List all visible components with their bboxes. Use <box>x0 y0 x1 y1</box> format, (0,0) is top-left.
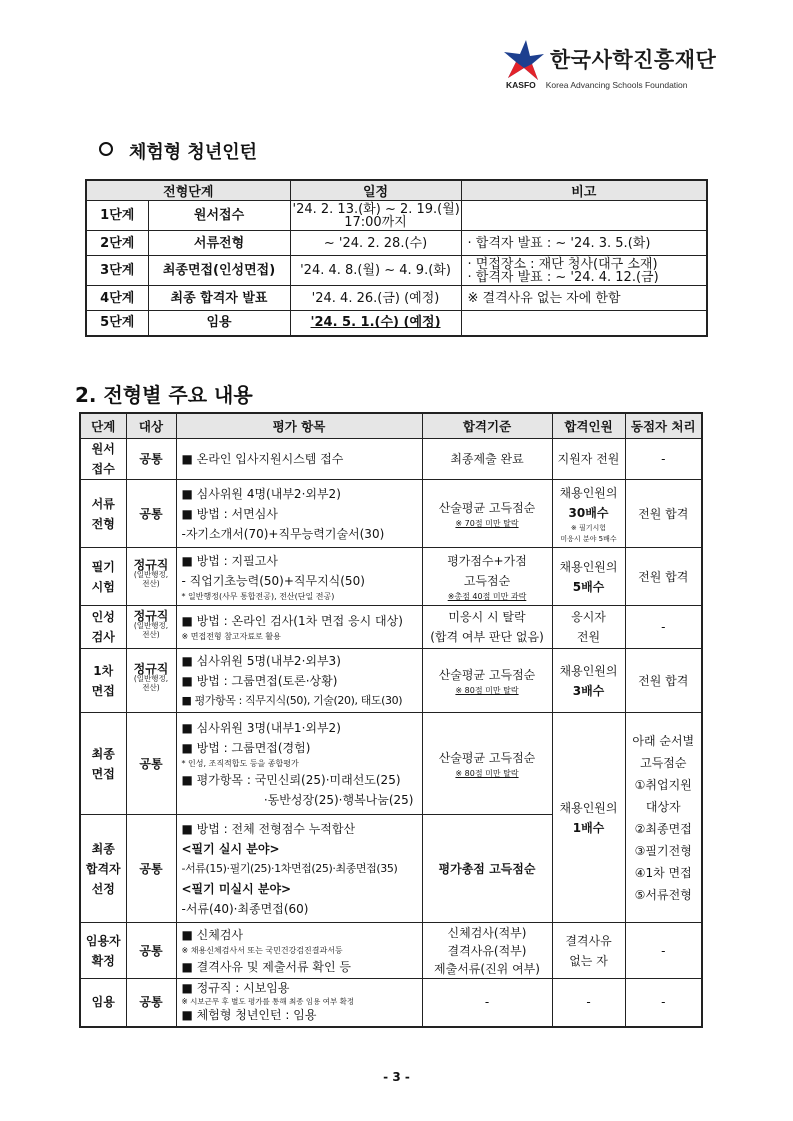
item-note: * 일반행정(사무 통합전공), 전산(단일 전공) <box>181 591 335 601</box>
step-label: 5단계 <box>86 311 148 336</box>
criteria-line: 미응시 시 탈락 <box>448 610 526 624</box>
stage-line: 원서 <box>91 442 115 456</box>
item-line: ·동반성장(25)·행복나눔(25) <box>263 792 414 807</box>
target-cell: 공통 <box>126 815 176 923</box>
step-label: 4단계 <box>86 286 148 311</box>
item-line: ■ 신체검사 <box>181 927 244 942</box>
table-row <box>80 548 702 606</box>
step-note <box>461 311 707 336</box>
target-cell: 공통 <box>126 439 176 480</box>
step-schedule <box>290 201 461 231</box>
target-cell <box>126 548 176 606</box>
schedule-table <box>85 179 708 337</box>
circle-bullet-icon <box>99 142 113 156</box>
brand-tagline <box>506 80 688 90</box>
star-logo-icon <box>502 38 546 82</box>
items-cell <box>176 439 422 480</box>
stage-cell <box>80 480 126 548</box>
count-cell <box>552 480 625 548</box>
table-row <box>80 606 702 649</box>
target-sub: 전산) <box>142 579 160 588</box>
criteria-cell <box>422 713 552 815</box>
stage-line: 선정 <box>91 881 115 896</box>
evaluation-table <box>79 412 703 1028</box>
section1-heading <box>99 138 257 164</box>
item-note: * 인성, 조직적합도 등을 종합평가 <box>181 758 299 768</box>
target-cell <box>126 606 176 649</box>
count-line: 채용인원의 <box>559 800 618 815</box>
stage-line: 최종 <box>91 841 115 856</box>
target-cell: 공통 <box>126 480 176 548</box>
item-line: ■ 온라인 입사지원시스템 접수 <box>181 452 344 466</box>
item-note: ※ 채용신체검사서 또는 국민건강검진결과서등 <box>181 945 343 955</box>
item-line: ■ 심사위원 3명(내부1·외부2) <box>181 720 341 735</box>
target-cell: 공통 <box>126 979 176 1027</box>
note-line: · 면접장소 : 재단 청사(대구 소재) <box>467 256 658 272</box>
note-line: · 합격자 발표 : ~ '24. 4. 12.(금) <box>467 269 659 285</box>
tie-line: 아래 순서별 <box>632 733 695 748</box>
step-schedule: '24. 5. 1.(수) (예정) <box>290 311 461 336</box>
tie-line: 고득점순 <box>640 755 687 770</box>
criteria-cell: - <box>422 979 552 1027</box>
stage-cell <box>80 815 126 923</box>
stage-cell <box>80 923 126 979</box>
stage-line: 검사 <box>91 630 115 644</box>
table-row <box>80 923 702 979</box>
count-line: 없는 자 <box>569 953 608 968</box>
step-name: 최종면접(인성면접) <box>148 256 290 286</box>
count-line: 채용인원의 <box>559 663 618 678</box>
count-cell <box>552 923 625 979</box>
tie-line: 대상자 <box>645 799 681 814</box>
criteria-line: 산술평균 고득점순 <box>438 500 536 515</box>
table-row <box>80 713 702 815</box>
stage-line: 필기 <box>91 559 115 574</box>
tie-cell-merged <box>625 713 702 923</box>
count-line: 응시자 <box>571 610 606 624</box>
stage-line: 접수 <box>91 462 115 476</box>
schedule-row <box>86 286 707 311</box>
step-label: 3단계 <box>86 256 148 286</box>
target-sub: (일반행정, <box>133 570 169 579</box>
criteria-line: 결격사유(적부) <box>447 943 527 958</box>
criteria-cell <box>422 480 552 548</box>
table-row <box>80 979 702 1027</box>
target-main: 정규직 <box>133 662 169 676</box>
step-name: 원서접수 <box>148 201 290 231</box>
header-target: 대상 <box>126 413 176 439</box>
stage-line: 합격자 <box>85 861 121 876</box>
schedule-row <box>86 201 707 231</box>
brand-name-en: Korea Advancing Schools Foundation <box>545 80 688 90</box>
stage-line: 면접 <box>91 683 115 698</box>
criteria-line: 평가점수+가점 <box>447 553 527 568</box>
item-line: ■ 평가항목 : 직무지식(50), 기술(20), 태도(30) <box>181 693 403 707</box>
item-line: -서류(15)·필기(25)·1차면접(25)·최종면접(35) <box>181 861 398 875</box>
count-line: 채용인원의 <box>559 559 618 574</box>
item-line: ■ 방법 : 그룹면접(토론·상황) <box>181 673 338 688</box>
step-name: 임용 <box>148 311 290 336</box>
step-schedule: ~ '24. 2. 28.(수) <box>290 231 461 256</box>
tie-cell: - <box>625 439 702 480</box>
target-cell: 공통 <box>126 713 176 815</box>
step-schedule: '24. 4. 26.(금) (예정) <box>290 286 461 311</box>
tie-line: ④1차 면접 <box>634 865 692 880</box>
item-line: -서류(40)·최종면접(60) <box>181 901 309 916</box>
section1-title: 체험형 청년인턴 <box>129 142 257 163</box>
stage-line: 최종 <box>91 746 115 761</box>
tie-cell: 전원 합격 <box>625 649 702 713</box>
schedule-row <box>86 231 707 256</box>
step-name: 최종 합격자 발표 <box>148 286 290 311</box>
stage-cell <box>80 649 126 713</box>
criteria-note: ※총점 40점 미만 과락 <box>447 591 527 601</box>
items-cell <box>176 480 422 548</box>
item-line: ■ 심사위원 4명(내부2·외부2) <box>181 486 341 501</box>
item-line: - 직업기초능력(50)+직무지식(50) <box>181 573 365 588</box>
target-sub: (일반행정, <box>133 674 169 683</box>
header-criteria: 합격기준 <box>422 413 552 439</box>
stage-cell <box>80 548 126 606</box>
tie-cell: 전원 합격 <box>625 548 702 606</box>
tie-cell: - <box>625 979 702 1027</box>
tie-line: ②최종면접 <box>634 821 692 836</box>
target-cell <box>126 649 176 713</box>
criteria-line: 제출서류(진위 여부) <box>434 961 540 976</box>
count-line: 3배수 <box>572 683 605 698</box>
items-cell <box>176 815 422 923</box>
item-line: ■ 정규직 : 시보임용 <box>181 981 290 996</box>
header-count: 합격인원 <box>552 413 625 439</box>
count-cell: - <box>552 979 625 1027</box>
items-cell <box>176 923 422 979</box>
item-line: <필기 미실시 분야> <box>181 881 292 896</box>
tie-cell: - <box>625 606 702 649</box>
count-cell: 지원자 전원 <box>552 439 625 480</box>
item-note: ※ 면접전형 참고자료로 활용 <box>181 632 281 641</box>
count-cell <box>552 606 625 649</box>
count-cell <box>552 649 625 713</box>
criteria-note: ※ 80점 미만 탈락 <box>455 768 519 778</box>
step-name: 서류전형 <box>148 231 290 256</box>
criteria-line: 신체검사(적부) <box>447 925 527 940</box>
criteria-line: 산술평균 고득점순 <box>438 667 536 682</box>
count-line: 30배수 <box>568 505 609 520</box>
stage-line: 면접 <box>91 766 115 781</box>
stage-cell <box>80 439 126 480</box>
criteria-cell <box>422 606 552 649</box>
tie-cell: 전원 합격 <box>625 480 702 548</box>
brand-name: 한국사학진흥재단 <box>550 48 717 72</box>
step-schedule: '24. 4. 8.(월) ~ 4. 9.(화) <box>290 256 461 286</box>
stage-cell: 임용 <box>80 979 126 1027</box>
tie-line: ⑤서류전형 <box>634 887 692 902</box>
tie-line: ①취업지원 <box>634 777 692 792</box>
stage-line: 시험 <box>91 579 115 594</box>
stage-line: 임용자 <box>85 933 121 948</box>
header-items: 평가 항목 <box>176 413 422 439</box>
count-note: 미응시 분야 5배수 <box>560 534 617 543</box>
table-row <box>80 480 702 548</box>
criteria-note: ※ 80점 미만 탈락 <box>455 685 519 695</box>
item-line: ■ 방법 : 전체 전형점수 누적합산 <box>181 821 356 836</box>
items-cell <box>176 606 422 649</box>
header-schedule: 일정 <box>290 180 461 201</box>
target-sub: 전산) <box>142 683 160 692</box>
item-note: ※ 시보근무 후 별도 평가를 통해 최종 임용 여부 확정 <box>181 997 355 1007</box>
table-row <box>80 649 702 713</box>
schedule-row <box>86 256 707 286</box>
criteria-cell: 최종제출 완료 <box>422 439 552 480</box>
item-line: ■ 방법 : 온라인 검사(1차 면접 응시 대상) <box>181 614 403 628</box>
count-line: 결격사유 <box>565 933 612 948</box>
stage-line: 1차 <box>93 663 114 678</box>
brand-abbr: KASFO <box>506 80 536 90</box>
stage-cell <box>80 713 126 815</box>
count-note: ※ 필기시험 <box>570 523 607 532</box>
foundation-logo <box>502 38 732 98</box>
criteria-cell <box>422 923 552 979</box>
criteria-cell: 평가총점 고득점순 <box>422 815 552 923</box>
schedule-line: '24. 2. 13.(화) ~ 2. 19.(월) <box>292 201 460 217</box>
items-cell <box>176 649 422 713</box>
target-sub: 전산) <box>142 629 160 639</box>
item-line: ■ 평가항목 : 국민신뢰(25)·미래선도(25) <box>181 772 401 787</box>
header-stage: 단계 <box>80 413 126 439</box>
step-note: · 합격자 발표 : ~ '24. 3. 5.(화) <box>461 231 707 256</box>
stage-cell <box>80 606 126 649</box>
target-main: 정규직 <box>133 608 169 623</box>
page-number: - 3 - <box>383 1070 410 1084</box>
criteria-line: 고득점순 <box>463 573 511 588</box>
item-line: ■ 방법 : 그룹면접(경험) <box>181 740 311 755</box>
schedule-row <box>86 311 707 336</box>
header-tie: 동점자 처리 <box>625 413 702 439</box>
target-sub: (일반행정, <box>133 620 169 630</box>
criteria-cell <box>422 649 552 713</box>
item-line: -자기소개서(70)+직무능력기술서(30) <box>181 526 385 541</box>
item-line: ■ 방법 : 지필고사 <box>181 553 278 568</box>
item-line: ■ 심사위원 5명(내부2·외부3) <box>181 653 341 668</box>
criteria-line: (합격 여부 판단 없음) <box>430 630 544 644</box>
criteria-cell <box>422 548 552 606</box>
item-line: ■ 방법 : 서면심사 <box>181 506 278 521</box>
item-line: ■ 결격사유 및 제출서류 확인 등 <box>181 959 352 974</box>
step-note <box>461 201 707 231</box>
evaluation-header-row <box>80 413 702 439</box>
step-note <box>461 256 707 286</box>
tie-line: ③필기전형 <box>634 843 692 858</box>
header-note: 비고 <box>461 180 707 201</box>
step-label: 2단계 <box>86 231 148 256</box>
count-cell <box>552 548 625 606</box>
items-cell <box>176 713 422 815</box>
count-cell-merged <box>552 713 625 923</box>
step-note: ※ 결격사유 없는 자에 한함 <box>461 286 707 311</box>
stage-line: 전형 <box>91 516 115 531</box>
items-cell <box>176 548 422 606</box>
header-stage: 전형단계 <box>86 180 290 201</box>
target-cell: 공통 <box>126 923 176 979</box>
count-line: 5배수 <box>572 579 605 594</box>
tie-cell: - <box>625 923 702 979</box>
stage-line: 확정 <box>91 953 115 968</box>
schedule-header-row <box>86 180 707 201</box>
step-label: 1단계 <box>86 201 148 231</box>
count-line: 1배수 <box>572 820 605 835</box>
criteria-note: ※ 70점 미만 탈락 <box>455 518 519 528</box>
stage-line: 인성 <box>91 610 115 624</box>
items-cell <box>176 979 422 1027</box>
count-line: 전원 <box>576 630 601 644</box>
item-line: ■ 체험형 청년인턴 : 임용 <box>181 1008 317 1023</box>
criteria-line: 산술평균 고득점순 <box>438 750 536 765</box>
section2-title: 2. 전형별 주요 내용 <box>75 383 253 407</box>
target-main: 정규직 <box>133 558 169 572</box>
schedule-line: 17:00까지 <box>344 214 407 230</box>
stage-line: 서류 <box>91 496 115 511</box>
item-line: <필기 실시 분야> <box>181 841 280 856</box>
count-line: 채용인원의 <box>559 485 618 500</box>
table-row <box>80 439 702 480</box>
